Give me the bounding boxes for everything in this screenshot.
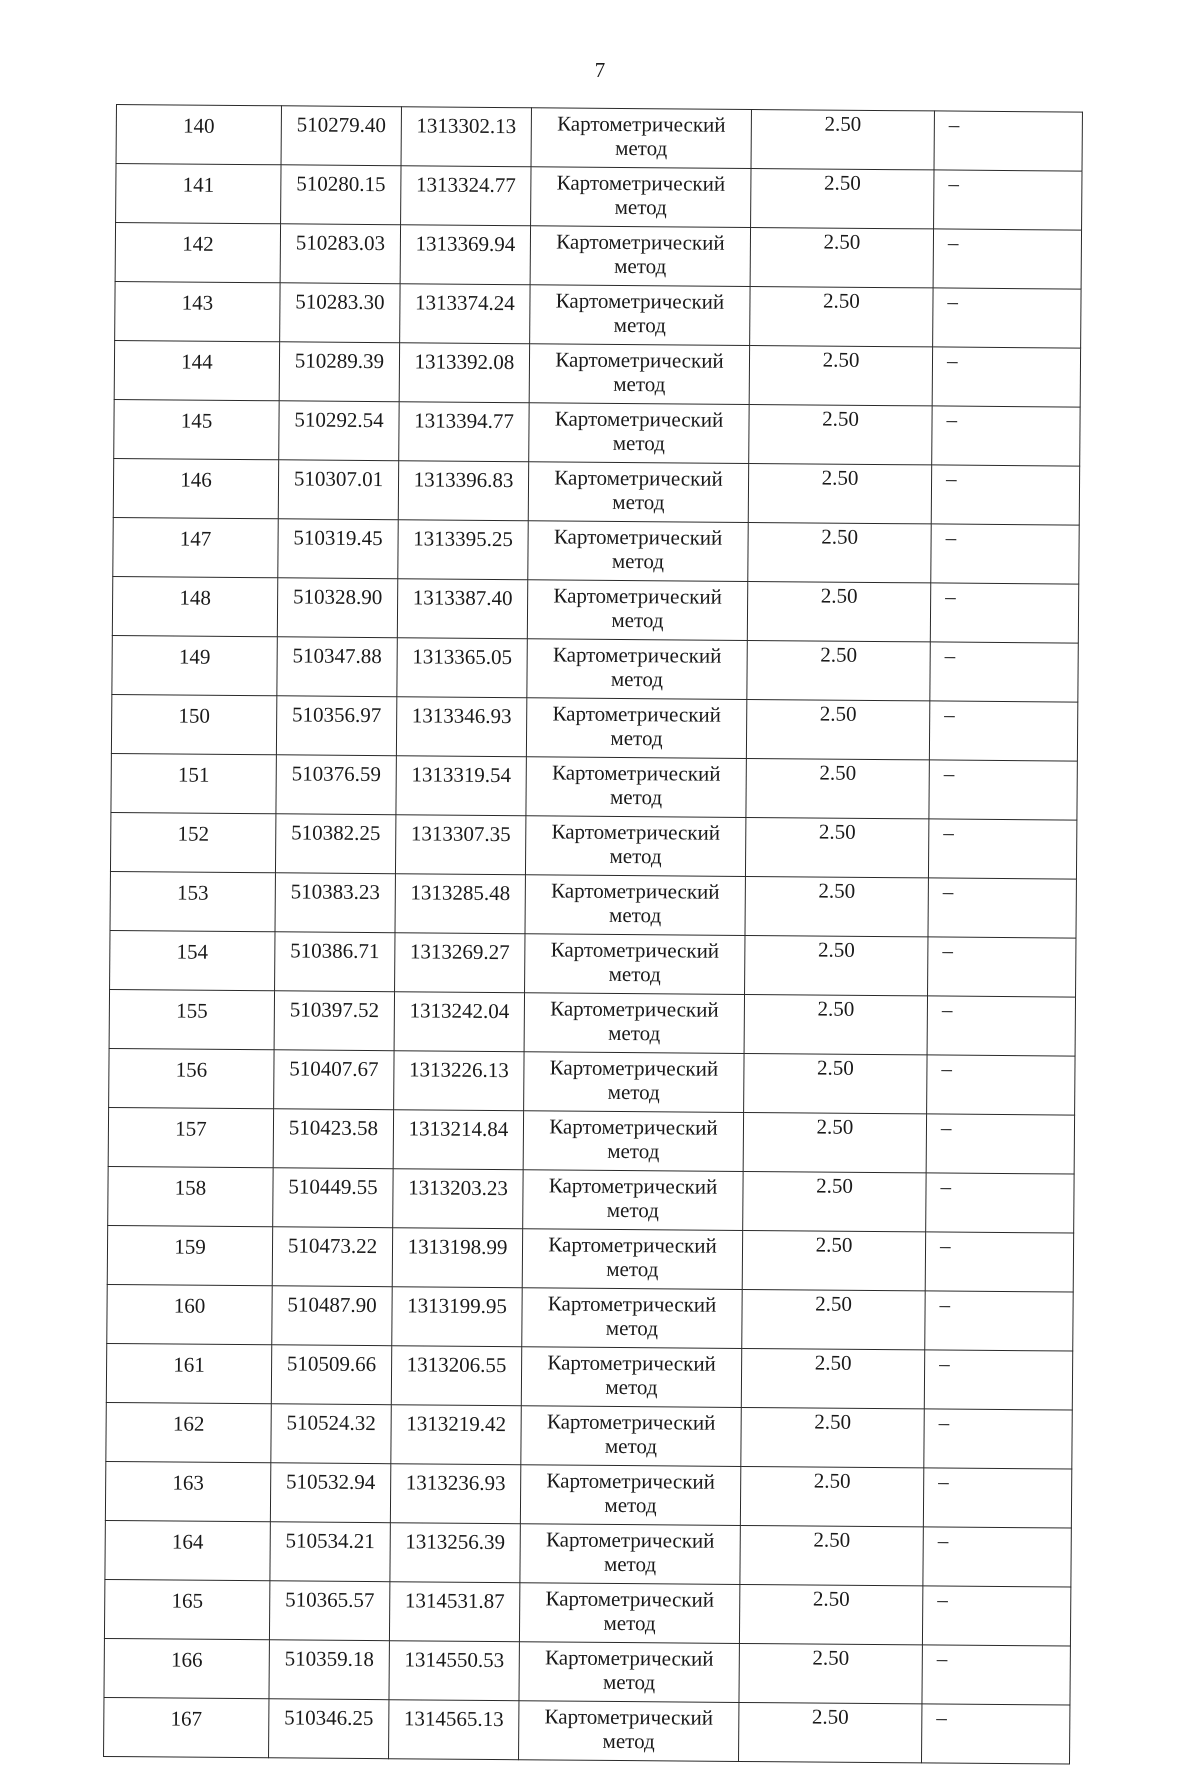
accuracy-cell: 2.50: [739, 1702, 922, 1762]
x-coordinate-cell: 510407.67: [274, 1050, 394, 1110]
note-cell: –: [924, 1350, 1072, 1410]
accuracy-cell: 2.50: [748, 463, 931, 523]
x-coordinate-cell: 510280.15: [281, 165, 401, 225]
x-coordinate-cell: 510386.71: [275, 932, 395, 992]
point-number-cell: 166: [104, 1638, 269, 1698]
point-number-cell: 145: [114, 399, 279, 459]
point-number-cell: 150: [111, 694, 276, 754]
y-coordinate-cell: 1313324.77: [401, 166, 531, 226]
y-coordinate-cell: 1313198.99: [392, 1228, 522, 1288]
method-cell: Картометрический метод: [524, 1052, 744, 1113]
accuracy-cell: 2.50: [744, 994, 927, 1054]
note-cell: –: [934, 170, 1082, 230]
note-cell: –: [922, 1645, 1070, 1705]
note-cell: –: [921, 1704, 1069, 1764]
table-row: [111, 753, 1077, 820]
x-coordinate-cell: 510473.22: [272, 1227, 392, 1287]
x-coordinate-cell: 510423.58: [273, 1109, 393, 1169]
method-cell: Картометрический метод: [527, 580, 747, 641]
method-cell: Картометрический метод: [526, 757, 746, 818]
method-cell: Картометрический метод: [519, 1642, 739, 1703]
y-coordinate-cell: 1313236.93: [390, 1464, 520, 1524]
method-cell: Картометрический метод: [531, 108, 751, 169]
note-cell: –: [933, 288, 1081, 348]
note-cell: –: [928, 937, 1076, 997]
y-coordinate-cell: 1313346.93: [396, 697, 526, 757]
table-row: [113, 458, 1079, 525]
method-cell: Картометрический метод: [523, 1111, 743, 1172]
note-cell: –: [933, 229, 1081, 289]
point-number-cell: 157: [108, 1107, 273, 1167]
y-coordinate-cell: 1313285.48: [395, 874, 525, 934]
method-cell: Картометрический метод: [528, 462, 748, 523]
y-coordinate-cell: 1313319.54: [396, 756, 526, 816]
accuracy-cell: 2.50: [740, 1466, 923, 1526]
point-number-cell: 154: [110, 930, 275, 990]
point-number-cell: 163: [105, 1461, 270, 1521]
table-row: [112, 576, 1078, 643]
point-number-cell: 161: [106, 1343, 271, 1403]
y-coordinate-cell: 1314531.87: [389, 1582, 519, 1642]
x-coordinate-cell: 510397.52: [274, 991, 394, 1051]
method-cell: Картометрический метод: [528, 521, 748, 582]
x-coordinate-cell: 510292.54: [279, 401, 399, 461]
note-cell: –: [927, 1055, 1075, 1115]
point-number-cell: 142: [115, 223, 280, 283]
table-row: [107, 1225, 1073, 1292]
note-cell: –: [929, 760, 1077, 820]
point-number-cell: 148: [112, 576, 277, 636]
note-cell: –: [924, 1409, 1072, 1469]
accuracy-cell: 2.50: [741, 1407, 924, 1467]
table-row: [109, 1048, 1075, 1115]
point-number-cell: 162: [106, 1402, 271, 1462]
method-cell: Картометрический метод: [530, 285, 750, 346]
point-number-cell: 149: [112, 635, 277, 695]
method-cell: Картометрический метод: [522, 1229, 742, 1290]
table-row: [110, 930, 1076, 997]
table-row: [105, 1461, 1071, 1528]
x-coordinate-cell: 510383.23: [275, 873, 395, 933]
table-row: [104, 1697, 1070, 1764]
accuracy-cell: 2.50: [750, 227, 933, 287]
y-coordinate-cell: 1313374.24: [400, 284, 530, 344]
accuracy-cell: 2.50: [742, 1289, 925, 1349]
y-coordinate-cell: 1313395.25: [398, 520, 528, 580]
y-coordinate-cell: 1313369.94: [400, 225, 530, 285]
table-row: [110, 871, 1076, 938]
point-number-cell: 167: [104, 1697, 269, 1757]
point-number-cell: 164: [105, 1520, 270, 1580]
accuracy-cell: 2.50: [750, 286, 933, 346]
y-coordinate-cell: 1314565.13: [389, 1700, 519, 1760]
y-coordinate-cell: 1313203.23: [393, 1169, 523, 1229]
x-coordinate-cell: 510365.57: [269, 1581, 389, 1641]
note-cell: –: [922, 1586, 1070, 1646]
note-cell: –: [934, 111, 1082, 171]
x-coordinate-cell: 510524.32: [271, 1404, 391, 1464]
method-cell: Картометрический метод: [521, 1406, 741, 1467]
x-coordinate-cell: 510534.21: [270, 1522, 390, 1582]
x-coordinate-cell: 510289.39: [279, 342, 399, 402]
coordinates-table: [103, 104, 1083, 1765]
method-cell: Картометрический метод: [520, 1465, 740, 1526]
method-cell: Картометрический метод: [529, 403, 749, 464]
note-cell: –: [923, 1527, 1071, 1587]
x-coordinate-cell: 510487.90: [272, 1286, 392, 1346]
point-number-cell: 159: [107, 1225, 272, 1285]
point-number-cell: 144: [114, 340, 279, 400]
method-cell: Картометрический метод: [529, 344, 749, 405]
accuracy-cell: 2.50: [745, 935, 928, 995]
point-number-cell: 146: [113, 458, 278, 518]
y-coordinate-cell: 1314550.53: [389, 1641, 519, 1701]
table-row: [106, 1343, 1072, 1410]
method-cell: Картометрический метод: [520, 1524, 740, 1585]
point-number-cell: 143: [115, 281, 280, 341]
note-cell: –: [930, 642, 1078, 702]
table-row: [114, 399, 1080, 466]
accuracy-cell: 2.50: [751, 168, 934, 228]
y-coordinate-cell: 1313387.40: [397, 579, 527, 639]
y-coordinate-cell: 1313242.04: [394, 992, 524, 1052]
table-row: [109, 989, 1075, 1056]
table-row: [116, 164, 1082, 231]
x-coordinate-cell: 510509.66: [271, 1345, 391, 1405]
accuracy-cell: 2.50: [745, 876, 928, 936]
point-number-cell: 158: [108, 1166, 273, 1226]
accuracy-cell: 2.50: [751, 109, 934, 169]
accuracy-cell: 2.50: [743, 1112, 926, 1172]
point-number-cell: 141: [116, 164, 281, 224]
method-cell: Картометрический метод: [521, 1347, 741, 1408]
accuracy-cell: 2.50: [747, 581, 930, 641]
table-row: [108, 1166, 1074, 1233]
method-cell: Картометрический метод: [527, 639, 747, 700]
table-row: [111, 694, 1077, 761]
accuracy-cell: 2.50: [743, 1171, 926, 1231]
x-coordinate-cell: 510359.18: [269, 1640, 389, 1700]
table-row: [110, 812, 1076, 879]
note-cell: –: [928, 878, 1076, 938]
table-row: [104, 1579, 1070, 1646]
method-cell: Картометрический метод: [519, 1701, 739, 1762]
y-coordinate-cell: 1313206.55: [391, 1346, 521, 1406]
x-coordinate-cell: 510279.40: [281, 106, 401, 166]
accuracy-cell: 2.50: [739, 1584, 922, 1644]
x-coordinate-cell: 510283.30: [280, 283, 400, 343]
accuracy-cell: 2.50: [741, 1348, 924, 1408]
point-number-cell: 140: [116, 105, 281, 165]
page-number: 7: [594, 58, 606, 82]
x-coordinate-cell: 510532.94: [270, 1463, 390, 1523]
y-coordinate-cell: 1313269.27: [395, 933, 525, 993]
accuracy-cell: 2.50: [749, 345, 932, 405]
x-coordinate-cell: 510376.59: [276, 755, 396, 815]
y-coordinate-cell: 1313396.83: [398, 461, 528, 521]
accuracy-cell: 2.50: [745, 817, 928, 877]
point-number-cell: 153: [110, 871, 275, 931]
accuracy-cell: 2.50: [740, 1525, 923, 1585]
y-coordinate-cell: 1313226.13: [394, 1051, 524, 1111]
y-coordinate-cell: 1313307.35: [395, 815, 525, 875]
note-cell: –: [931, 524, 1079, 584]
point-number-cell: 151: [111, 753, 276, 813]
table-row: [106, 1402, 1072, 1469]
y-coordinate-cell: 1313392.08: [399, 343, 529, 403]
y-coordinate-cell: 1313199.95: [392, 1287, 522, 1347]
table-row: [115, 223, 1081, 290]
note-cell: –: [926, 1114, 1074, 1174]
note-cell: –: [927, 996, 1075, 1056]
y-coordinate-cell: 1313214.84: [393, 1110, 523, 1170]
accuracy-cell: 2.50: [744, 1053, 927, 1113]
x-coordinate-cell: 510307.01: [278, 460, 398, 520]
table-row: [104, 1638, 1070, 1705]
note-cell: –: [932, 406, 1080, 466]
table-row: [107, 1284, 1073, 1351]
table-row: [113, 517, 1079, 584]
y-coordinate-cell: 1313365.05: [397, 638, 527, 698]
table-row: [116, 105, 1082, 172]
accuracy-cell: 2.50: [746, 699, 929, 759]
method-cell: Картометрический метод: [525, 875, 745, 936]
table-row: [108, 1107, 1074, 1174]
method-cell: Картометрический метод: [524, 993, 744, 1054]
x-coordinate-cell: 510283.03: [280, 224, 400, 284]
method-cell: Картометрический метод: [531, 167, 751, 228]
coordinates-table-container: [103, 104, 1082, 1765]
note-cell: –: [925, 1232, 1073, 1292]
x-coordinate-cell: 510382.25: [275, 814, 395, 874]
y-coordinate-cell: 1313302.13: [401, 107, 531, 167]
note-cell: –: [925, 1291, 1073, 1351]
point-number-cell: 152: [110, 812, 275, 872]
y-coordinate-cell: 1313256.39: [390, 1523, 520, 1583]
method-cell: Картометрический метод: [523, 1170, 743, 1231]
method-cell: Картометрический метод: [525, 816, 745, 877]
accuracy-cell: 2.50: [748, 522, 931, 582]
point-number-cell: 155: [109, 989, 274, 1049]
x-coordinate-cell: 510319.45: [278, 519, 398, 579]
table-row: [114, 340, 1080, 407]
note-cell: –: [932, 347, 1080, 407]
table-row: [112, 635, 1078, 702]
note-cell: –: [929, 701, 1077, 761]
method-cell: Картометрический метод: [519, 1583, 739, 1644]
accuracy-cell: 2.50: [742, 1230, 925, 1290]
method-cell: Картометрический метод: [526, 698, 746, 759]
point-number-cell: 147: [113, 517, 278, 577]
accuracy-cell: 2.50: [747, 640, 930, 700]
note-cell: –: [931, 465, 1079, 525]
note-cell: –: [923, 1468, 1071, 1528]
point-number-cell: 156: [109, 1048, 274, 1108]
point-number-cell: 160: [107, 1284, 272, 1344]
x-coordinate-cell: 510347.88: [277, 637, 397, 697]
x-coordinate-cell: 510356.97: [276, 696, 396, 756]
accuracy-cell: 2.50: [739, 1643, 922, 1703]
coordinates-table-body: [104, 105, 1083, 1765]
table-row: [105, 1520, 1071, 1587]
accuracy-cell: 2.50: [746, 758, 929, 818]
y-coordinate-cell: 1313219.42: [391, 1405, 521, 1465]
accuracy-cell: 2.50: [749, 404, 932, 464]
note-cell: –: [930, 583, 1078, 643]
x-coordinate-cell: 510328.90: [277, 578, 397, 638]
point-number-cell: 165: [104, 1579, 269, 1639]
x-coordinate-cell: 510449.55: [273, 1168, 393, 1228]
x-coordinate-cell: 510346.25: [269, 1699, 389, 1759]
method-cell: Картометрический метод: [530, 226, 750, 287]
y-coordinate-cell: 1313394.77: [399, 402, 529, 462]
note-cell: –: [926, 1173, 1074, 1233]
method-cell: Картометрический метод: [522, 1288, 742, 1349]
note-cell: –: [928, 819, 1076, 879]
table-row: [115, 281, 1081, 348]
method-cell: Картометрический метод: [525, 934, 745, 995]
